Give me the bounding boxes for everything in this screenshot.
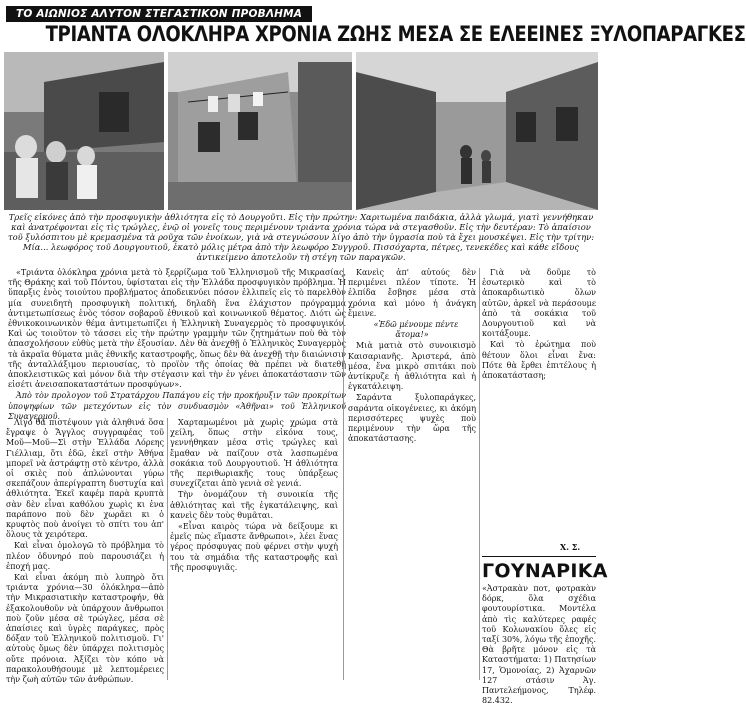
column-divider (167, 418, 168, 680)
author-signature: Χ. Σ. (560, 542, 581, 552)
photo-row (4, 52, 598, 210)
photo-children (4, 52, 164, 210)
article-column-3 (348, 268, 476, 445)
headline: ΤΡΙΑΝΤΑ ΟΛΟΚΛΗΡΑ ΧΡΟΝΙΑ ΖΩΗΣ ΜΕΣΑ ΣΕ ΕΛΕΕΙΝΕΣ ΞΥΛΟΠΑΡΑΓΚΕΣ (45, 22, 746, 46)
photo-street (356, 52, 598, 210)
photo-caption: Τρεῖς εἰκόνες ἀπὸ τὴν προσφυγικὴν ἀθλιότητα εἰς τὸ Δουργοῦτι. Εἰς τὴν πρώτην: Χαριτωμένα παιδάκια, ἀλλὰ γλωμά, γιατὶ γεννήθηκαν καὶ ἀνατρέφονται εἰς τὶς τρώγλες, ἐνῷ οἱ γονεῖς τους περιμένουν τριάντα χρόνια τώρα νὰ στεγασθοῦν. Εἰς τὴν δευτέραν: Τὸ ἀπαίσιον τοῦ ξυλόσπιτου μὲ κρεμασμένα τὰ ροῦχα τῶν ἐνοίκων, γιὰ νὰ στεγνώσουν λίγο ἀπὸ τὴν ὑγρασία ποὺ τὰ ἔχει μουσκέψει. Εἰς τὴν τρίτην: Μία... λεωφόρος τοῦ Δουργουτιοῦ, ἐκατὸ μόλις μέτρα ἀπὸ τὴν λεωφόρο Συγγροῦ. Πισσόχαρτα, πέτρες, τενεκέδες καὶ κάθε εἴδους ἀντικείμενο ἀποτελοῦν τὴ στέγη τῶν παραγκῶν. (7, 212, 595, 262)
paragraph: Καὶ εἶναι ἀκόμη πιὸ λυπηρὸ ὅτι τριάντα χρόνια—30 ὁλόκληρα—ἀπὸ τὴν Μικρασιατικὴν καταστροφήν, θὰ ἐξακολουθοῦν νὰ ὑπάρχουν ἄνθρωποι ποὺ ζοῦν μέσα σὲ τρώγλες, μέσα σὲ ἀπαίσιες καὶ ὑγρὲς παράγκες, πρὸς δόξαν τοῦ Ἑλληνικοῦ πολιτισμοῦ. Γι' αὐτοὺς ὅμως δὲν ὑπάρχει πολιτισμὸς οὔτε πρόνοια. Ἀξίζει τὸν κόπο νὰ παρακολουθήσουμε μὲ λεπτομέρειες τὴν ζωὴ αὐτῶν τῶν ἀνθρώπων. (6, 573, 164, 685)
lead-quote: «Τριάντα ὁλόκληρα χρόνια μετὰ τὸ ξερρίζωμα τοῦ Ἑλληνισμοῦ τῆς Μικρασίας, τῆς Θράκης καὶ τοῦ Πόντου, ὑφίσταται εἰς τὴν Ἑλλάδα προσφυγικὸν πρόβλημα. Ἡ ὕπαρξις ἑνὸς τοιούτου προβλήματος ἀποδεικνύει πόσον ἐλλιπεῖς εἰς τὸ παρελθὸν μία συνειδητὴ προσφυγικὴ πολιτική, δηλαδὴ ἕνα ἐλάχιστον πρόγραμμα ἀντιμετωπίσεως ἑνὸς τόσον σοβαροῦ ἐθνικοῦ καὶ κοινωνικοῦ θέματος. Διότι ὡς ἐθνικοκοινωνικὸν θέμα ἀντιμετωπίζει ἡ Ἑλληνικὴ Συναγερμὸς τὸ προσφυγικόν. Καὶ ὡς τοιοῦτον τὸ τάσσει εἰς τὴν πρώτην γραμμὴν τῶν ζητημάτων ποὺ θὰ τὸν ἀπασχολήσουν εὐθὺς μετὰ τὴν ἐξουσίαν. Δὲν θὰ ἀνεχθῇ ὁ Ἑλληνικὸς Συναγερμὸς τὰ ἀκραῖα θύματα μιᾶς ἐθνικῆς καταστροφῆς, ὅπως δὲν θὰ ἀνεχθῇ τὴν διαιώνισιν τῆς ἀνταλλάξιμου περιουσίας, τὸ προϊὸν τῆς ὁποίας θὰ πρέπει νὰ διατεθῇ ἀποκλειστικῶς καὶ μόνον διὰ τὴν στέγασιν καὶ τὴν ἐν γένει ἀποκατάστασιν τῶν εἰσέτι ἀνεισαποκαταστάτων προσφύγων». (8, 268, 346, 390)
paragraph: Κανεὶς ἀπ' αὐτούς δὲν περιμένει πλέον τίποτε. Ἡ ἐλπίδα ἔσβησε μέσα στὰ χρόνια καὶ μόνο ἡ ἀνάγκη ἔμεινε. (348, 268, 476, 318)
ad-text: «Ἀστρακὰν ποτ, φοτρακὰν δόρκ, ὅλα σχέδια φουτουρίστικα. Μοντέλα ἀπὸ τὶς καλύτερες ραφές τοῦ Κολωνακίου ὅλες εἰς ταξί 30%, λόγω τῆς ἐποχῆς. Θὰ βρῆτε μόνον εἰς τὰ Καταστήματα: 1) Πατησίων 17, Ὁμονοίας, 2) Ἀχαρνῶν 127 στάσιν Ἁγ. Παντελεήμονος, Τηλέφ. 82.432. (482, 584, 596, 706)
paragraph: Σαράντα ξυλοπαράγκες, σαράντα οἰκογένειες, κι ἀκόμη περισσότερες ψυχὲς ποὺ περιμένουν τὴν ὥρα τῆς ἀποκατάστασης. (348, 393, 476, 444)
ad-title: ΓΟΥΝΑΡΙΚΑ (482, 560, 608, 582)
paragraph: Καὶ εἶναι ὁμολογῶ τὸ πρόβλημα τὸ πλέον ὀδυνηρό ποὺ παρουσιάζει ἡ ἐποχή μας. (6, 541, 164, 571)
section-kicker: ΤΟ ΑΙΩΝΙΟΣ ΑΛΥΤΟΝ ΣΤΕΓΑΣΤΙΚΟΝ ΠΡΟΒΛΗΜΑ (6, 6, 312, 22)
ad-divider (482, 556, 596, 557)
column-divider (479, 268, 480, 680)
paragraph: Καὶ τὸ ἐρώτημα ποὺ θέτουν ὅλοι εἶναι ἕνα: Πότε θὰ ἔρθει ἐπιτέλους ἡ ἀποκατάσταση; (482, 340, 596, 381)
photo-shack (168, 52, 352, 210)
paragraph: Μιὰ ματιὰ στὸ συνοικισμὸ Καισαριανῆς. Ἀριστερά, ἀπὸ μέσα, ἕνα μικρὸ σπιτάκι ποὺ ἀντίκρυζε ἡ ἀθλιότητα καὶ ἡ ἐγκατάλειψη. (348, 341, 476, 392)
lead-quote-column (8, 268, 346, 423)
paragraph: Λίγο θὰ πιστέψουν γιὰ ἀληθινά ὅσα ἔγραψε ὁ Ἄγγλος συγγραφέας τοῦ Μοῦ—Μοῦ—Σὶ στὴν Ἑλλάδα Λόρεης Γιέλλιαμ, ὅτι ἐδῶ, ἐκεῖ στὴν Ἀθήνα μπορεῖ νὰ ἀστράφτῃ στὸ κέντρο, ἀλλὰ οἱ σκιὲς ποὺ ἀπλώνονται γύρω σκεπάζουν ἀπερίγραπτη δυστυχία καὶ ἀθλιότητα. Ἐκεῖ καφέμ παρὰ κρυπτὰ σὰν δὲν εἶναι καθόλου χωρὶς κι ἐνα παράπονο ποὺ δὲν χωρᾶει κι ὁ κρυφτὸς ποὺ ἀνοίγει τὸ σπίτι του ἀπ' ὅλους τὰ χειρότερα. (6, 418, 164, 540)
paragraph: Γιὰ νὰ δοῦμε τὸ ἐσωτερικὸ καὶ τὸ ἀποκαρδιωτικὸ ὅλων αὐτῶν, ἀρκεῖ νὰ περάσουμε ἀπὸ τὰ σοκάκια τοῦ Δουργουτιοῦ καὶ νὰ κοιτάξουμε. (482, 268, 596, 339)
ad-body (482, 584, 596, 707)
paragraph: «Ἐδῶ μένουμε πέντε ἄτομα!» (373, 320, 459, 340)
article-column-4 (482, 268, 596, 382)
lead-source: Ἀπὸ τὸν προλογον τοῦ Στρατάρχου Παπάγου εἰς τὴν προκήρυξιν τῶν προκρίτων ὑποψηφίων τῶν μετεχόντων εἰς τὸν συνδυασμὸν «Ἀθῆναι» τοῦ Ἑλληνικοῦ Συναγερμοῦ. (8, 391, 346, 421)
paragraph: Χαρταμωμένοι μὰ χωρὶς χρώμα στὰ χείλη, ὅπως στὴν εἰκόνα τους, γεννήθηκαν μέσα στὶς τρώγλες καὶ ἔμαθαν νὰ παίζουν στὰ λασπωμένα σοκάκια τοῦ Δουργουτιοῦ. Ἡ ἀθλιότητα τῆς περιθωριακῆς τους ὑπάρξεως συνεχίζεται ἀπὸ γενιὰ σὲ γενιά. (170, 418, 338, 489)
paragraph: Τὴν ὀνομάζουν τὴ συνοικία τῆς ἀθλιότητας καὶ τῆς ἐγκατάλειψης, καὶ κανεὶς δὲν τοὺς θυμᾶται. (170, 490, 338, 520)
paragraph: «Εἶναι καιρὸς τώρα νὰ δείξουμε κι ἐμεῖς πὼς εἴμαστε ἄνθρωποι», λέει ἕνας γέρος πρόσφυγας ποὺ φέρνει στὴν ψυχὴ του τὰ σημάδια τῆς καταστροφῆς καὶ τῆς προσφυγιᾶς. (170, 522, 338, 572)
column-divider (343, 268, 344, 680)
article-column-2 (170, 418, 338, 574)
article-column-1 (6, 418, 164, 686)
